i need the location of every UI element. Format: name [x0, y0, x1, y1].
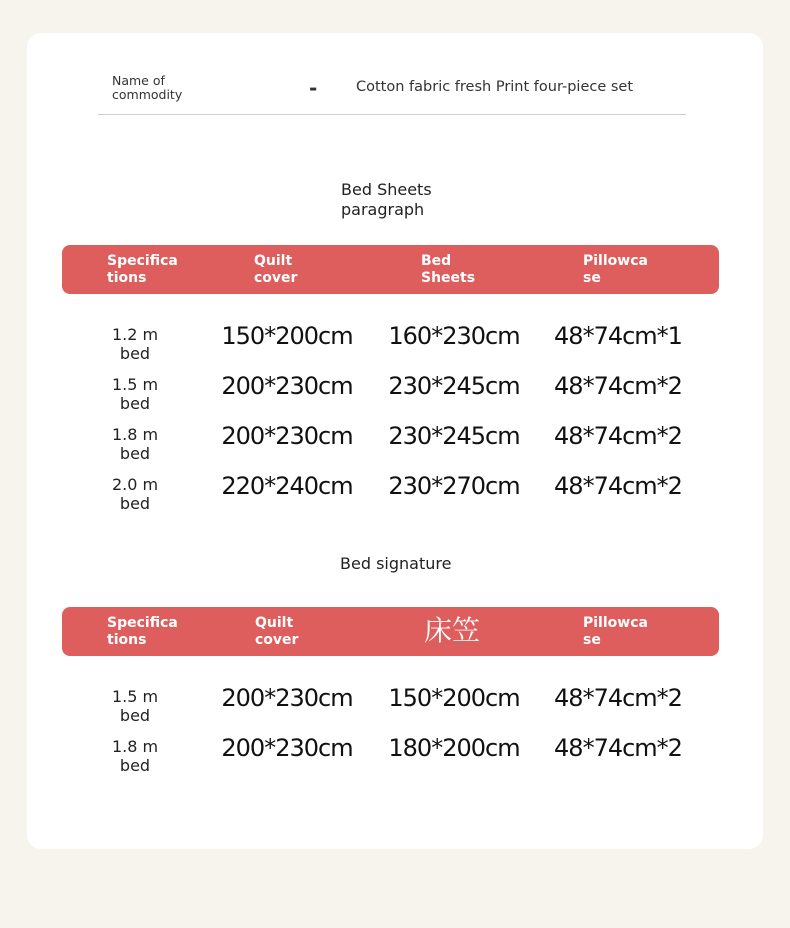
row-quilt-size: 220*240cm — [221, 472, 353, 500]
row-sheet-size: 230*245cm — [388, 372, 520, 400]
header-bed-sheets — [421, 253, 475, 286]
header-line: Specifica — [107, 253, 178, 269]
row-spec: 1.5 m bed — [111, 687, 159, 725]
row-sheet-size: 150*200cm — [388, 684, 520, 712]
header-line: cover — [255, 631, 299, 648]
row-quilt-size: 200*230cm — [221, 422, 353, 450]
section-title-line1: Bed Sheets — [341, 180, 432, 199]
header-line: Quilt — [254, 253, 293, 269]
divider — [98, 114, 686, 115]
row-pillow-size: 48*74cm*1 — [554, 322, 682, 350]
section-title-line2: paragraph — [341, 200, 425, 219]
row-pillow-size: 48*74cm*2 — [554, 684, 682, 712]
product-name-label-line2: commodity — [112, 87, 183, 102]
header-line: Sheets — [421, 269, 476, 286]
product-name-value: Cotton fabric fresh Print four-piece set — [356, 79, 634, 95]
row-spec: 2.0 m bed — [111, 475, 159, 513]
row-pillow-size: 48*74cm*2 — [554, 734, 682, 762]
table-row — [0, 472, 790, 512]
header-line: Pillowca — [583, 253, 648, 269]
row-sheet-size: 160*230cm — [388, 322, 520, 350]
header-specifications — [107, 615, 178, 648]
row-quilt-size: 200*230cm — [221, 734, 353, 762]
header-line: se — [583, 269, 601, 286]
table-row — [0, 422, 790, 462]
row-sheet-size: 230*270cm — [388, 472, 520, 500]
header-quilt-cover — [255, 615, 298, 648]
table-header-bar-bed-signature — [62, 607, 719, 656]
table-row — [0, 684, 790, 724]
row-pillow-size: 48*74cm*2 — [554, 422, 682, 450]
row-quilt-size: 150*200cm — [221, 322, 353, 350]
table-header-bar-bed-sheets — [62, 245, 719, 294]
header-line: Specifica — [107, 615, 178, 631]
section-title-bed-sheets — [341, 180, 432, 220]
header-pillowcase — [583, 615, 648, 648]
product-name-label-line1: Name of — [112, 73, 165, 88]
header-line: Pillowca — [583, 615, 648, 631]
product-name-label — [112, 74, 182, 102]
row-quilt-size: 200*230cm — [221, 372, 353, 400]
row-sheet-size: 180*200cm — [388, 734, 520, 762]
row-spec: 1.8 m bed — [111, 737, 159, 775]
row-pillow-size: 48*74cm*2 — [554, 372, 682, 400]
row-spec: 1.5 m bed — [111, 375, 159, 413]
row-spec: 1.8 m bed — [111, 425, 159, 463]
header-line: cover — [254, 269, 298, 286]
table-row — [0, 372, 790, 412]
header-line: Quilt — [255, 615, 294, 631]
header-fitted-sheet: 床笠 — [424, 614, 481, 647]
header-line: se — [583, 631, 601, 648]
header-line: Bed — [421, 253, 452, 269]
section-title-bed-signature: Bed signature — [340, 554, 452, 573]
header-pillowcase — [583, 253, 648, 286]
row-pillow-size: 48*74cm*2 — [554, 472, 682, 500]
row-sheet-size: 230*245cm — [388, 422, 520, 450]
table-row — [0, 734, 790, 774]
header-line: tions — [107, 269, 147, 286]
row-spec: 1.2 m bed — [111, 325, 159, 363]
table-row — [0, 322, 790, 362]
row-quilt-size: 200*230cm — [221, 684, 353, 712]
header-line: tions — [107, 631, 147, 648]
header-quilt-cover — [254, 253, 297, 286]
product-name-separator: - — [309, 76, 318, 100]
header-specifications — [107, 253, 178, 286]
